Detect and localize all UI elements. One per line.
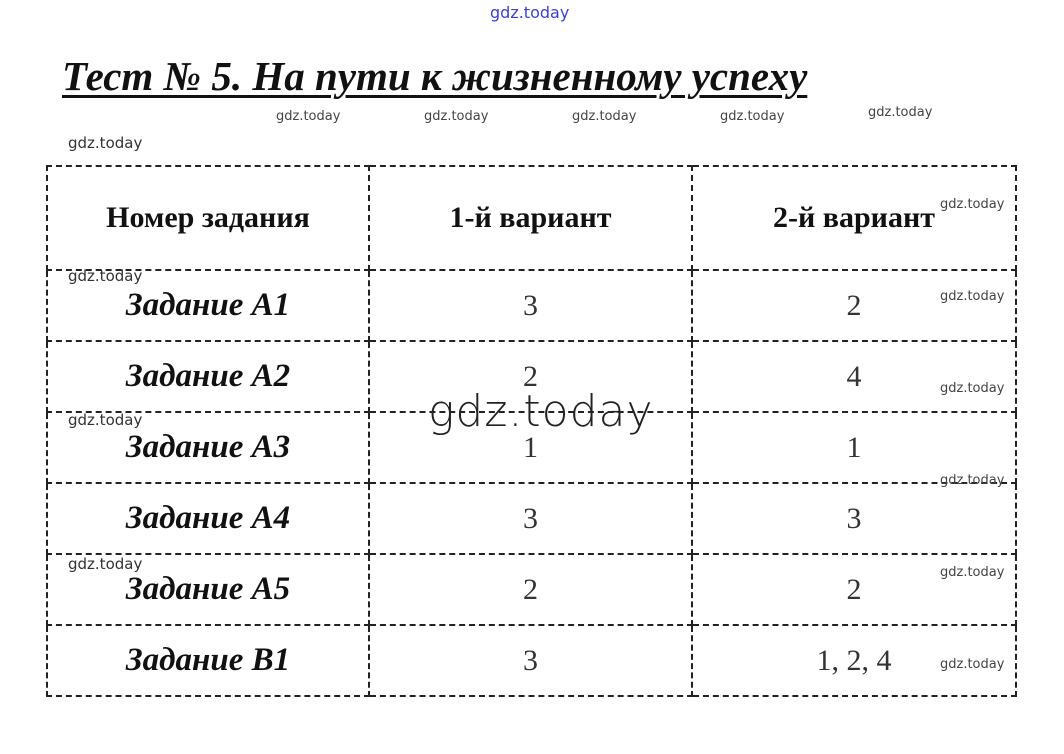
watermark-large: gdz.today [428, 386, 654, 437]
watermark-text: gdz.today [940, 473, 1005, 488]
variant-1-answer: 2 [369, 341, 692, 412]
task-cell: Задание А1 [47, 270, 369, 341]
watermark-text: gdz.today [68, 555, 143, 573]
watermark-text: gdz.today [720, 109, 785, 124]
table-row [47, 554, 1016, 625]
variant-1-answer: 3 [369, 270, 692, 341]
table-row [47, 483, 1016, 554]
table-header-row [47, 166, 1016, 270]
watermark-text: gdz.today [940, 565, 1005, 580]
table-row [47, 625, 1016, 696]
column-header-task-number: Номер задания [47, 166, 369, 270]
task-cell: Задание А4 [47, 483, 369, 554]
page-title: Тест № 5. На пути к жизненному успеху [62, 53, 808, 99]
watermark-text: gdz.today [940, 381, 1005, 396]
watermark-text: gdz.today [68, 134, 143, 152]
watermark-text: gdz.today [572, 109, 637, 124]
variant-1-answer: 1 [369, 412, 692, 483]
watermark-text: gdz.today [276, 109, 341, 124]
table-row [47, 270, 1016, 341]
watermark-text: gdz.today [490, 3, 570, 22]
watermark-text: gdz.today [68, 411, 143, 429]
watermark-text: gdz.today [940, 197, 1005, 212]
task-cell: Задание А2 [47, 341, 369, 412]
watermark-text: gdz.today [68, 267, 143, 285]
watermark-text: gdz.today [940, 289, 1005, 304]
watermark-text: gdz.today [940, 657, 1005, 672]
column-header-variant-2: 2-й вариант [692, 166, 1016, 270]
variant-2-answer: 2 [692, 270, 1016, 341]
variant-2-answer: 1, 2, 4 [692, 625, 1016, 696]
task-cell: Задание А5 [47, 554, 369, 625]
variant-2-answer: 4 [692, 341, 1016, 412]
variant-2-answer: 1 [692, 412, 1016, 483]
watermark-text: gdz.today [868, 105, 933, 120]
variant-1-answer: 2 [369, 554, 692, 625]
watermark-text: gdz.today [424, 109, 489, 124]
variant-1-answer: 3 [369, 625, 692, 696]
variant-2-answer: 2 [692, 554, 1016, 625]
column-header-variant-1: 1-й вариант [369, 166, 692, 270]
variant-2-answer: 3 [692, 483, 1016, 554]
variant-1-answer: 3 [369, 483, 692, 554]
task-cell: Задание А3 [47, 412, 369, 483]
task-cell: Задание В1 [47, 625, 369, 696]
